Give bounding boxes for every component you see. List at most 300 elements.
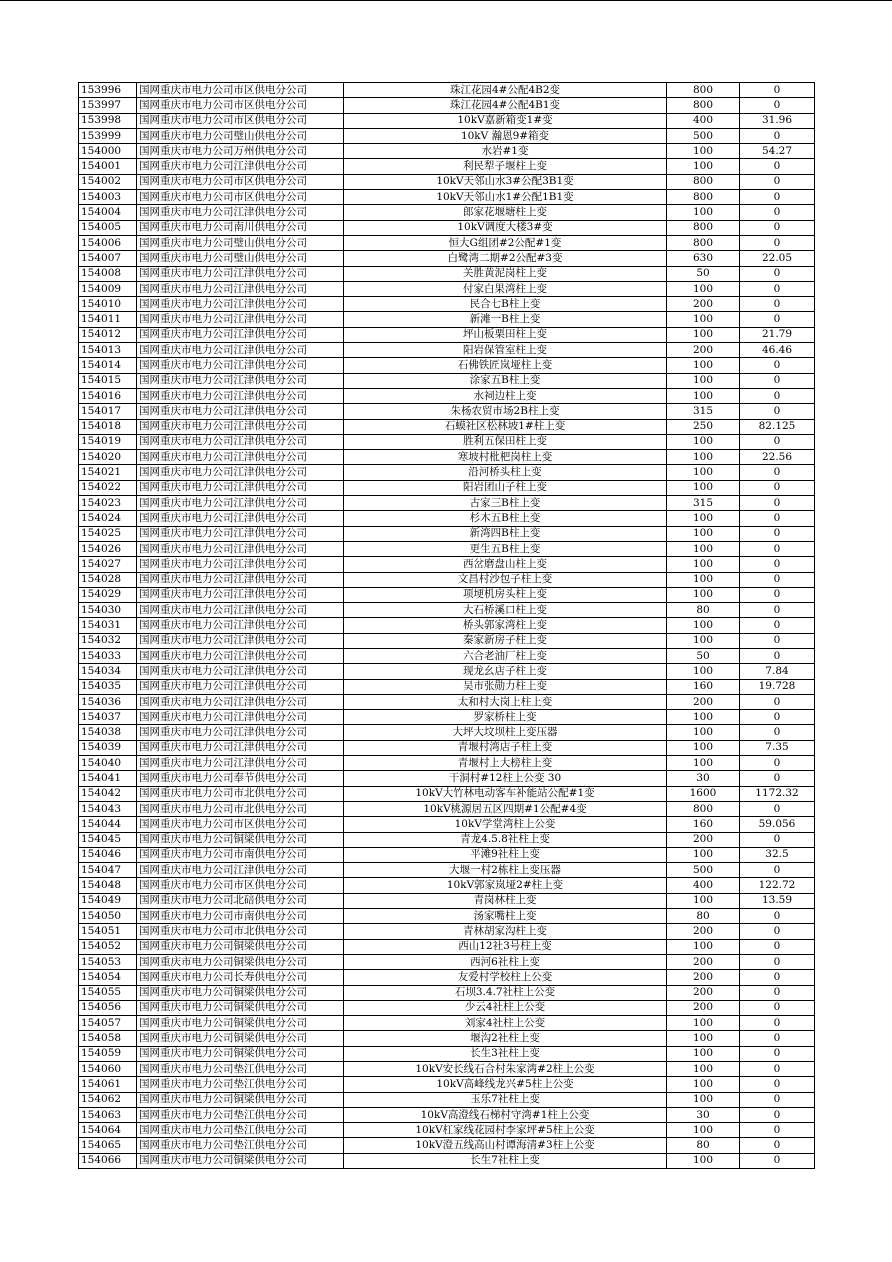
- company-cell: 国网重庆市电力公司江津供电分公司: [137, 358, 344, 373]
- load-cell: 7.84: [740, 664, 815, 679]
- capacity-cell: 200: [667, 297, 740, 312]
- load-cell: 0: [740, 863, 815, 878]
- transformer-name-cell: 青龙4.5.8社柱上变: [344, 832, 667, 847]
- capacity-cell: 100: [667, 1031, 740, 1046]
- load-cell: 0: [740, 924, 815, 939]
- table-row: [79, 1123, 815, 1138]
- load-cell: 0: [740, 297, 815, 312]
- company-cell: 国网重庆市电力公司垫江供电分公司: [137, 1077, 344, 1092]
- table-row: [79, 801, 815, 816]
- row-id-cell: 154039: [79, 740, 137, 755]
- capacity-cell: 500: [667, 863, 740, 878]
- row-id-cell: 154007: [79, 251, 137, 266]
- company-cell: 国网重庆市电力公司江津供电分公司: [137, 679, 344, 694]
- capacity-cell: 100: [667, 434, 740, 449]
- company-cell: 国网重庆市电力公司铜梁供电分公司: [137, 1046, 344, 1061]
- company-cell: 国网重庆市电力公司垫江供电分公司: [137, 1123, 344, 1138]
- capacity-cell: 100: [667, 1016, 740, 1031]
- row-id-cell: 154011: [79, 312, 137, 327]
- company-cell: 国网重庆市电力公司江津供电分公司: [137, 327, 344, 342]
- capacity-cell: 100: [667, 1062, 740, 1077]
- capacity-cell: 100: [667, 511, 740, 526]
- row-id-cell: 154018: [79, 419, 137, 434]
- transformer-name-cell: 民合七B柱上变: [344, 297, 667, 312]
- row-id-cell: 154037: [79, 710, 137, 725]
- load-cell: 0: [740, 648, 815, 663]
- capacity-cell: 100: [667, 939, 740, 954]
- row-id-cell: 154000: [79, 144, 137, 159]
- load-cell: 0: [740, 1016, 815, 1031]
- table-row: [79, 786, 815, 801]
- capacity-cell: 100: [667, 618, 740, 633]
- capacity-cell: 100: [667, 541, 740, 556]
- company-cell: 国网重庆市电力公司江津供电分公司: [137, 587, 344, 602]
- load-cell: 0: [740, 205, 815, 220]
- load-cell: 0: [740, 801, 815, 816]
- company-cell: 国网重庆市电力公司江津供电分公司: [137, 648, 344, 663]
- load-cell: 0: [740, 985, 815, 1000]
- table-row: [79, 878, 815, 893]
- load-cell: 0: [740, 771, 815, 786]
- table-row: [79, 1016, 815, 1031]
- row-id-cell: 154058: [79, 1031, 137, 1046]
- load-cell: 59.056: [740, 817, 815, 832]
- row-id-cell: 154052: [79, 939, 137, 954]
- capacity-cell: 100: [667, 205, 740, 220]
- transformer-name-cell: 青堰村湾店子柱上变: [344, 740, 667, 755]
- company-cell: 国网重庆市电力公司奉节供电分公司: [137, 771, 344, 786]
- row-id-cell: 154030: [79, 603, 137, 618]
- table-row: [79, 83, 815, 98]
- transformer-name-cell: 10kV 瀚恩9#箱变: [344, 128, 667, 143]
- capacity-cell: 800: [667, 190, 740, 205]
- table-row: [79, 725, 815, 740]
- load-cell: 0: [740, 909, 815, 924]
- transformer-name-cell: 更生五B柱上变: [344, 541, 667, 556]
- transformer-name-cell: 青堰村上大榜柱上变: [344, 756, 667, 771]
- company-cell: 国网重庆市电力公司市区供电分公司: [137, 878, 344, 893]
- page-top-rule: [0, 0, 892, 1]
- capacity-cell: 100: [667, 281, 740, 296]
- capacity-cell: 200: [667, 985, 740, 1000]
- load-cell: 0: [740, 496, 815, 511]
- row-id-cell: 154026: [79, 541, 137, 556]
- transformer-name-cell: 珠江花园4#公配4B1变: [344, 98, 667, 113]
- load-cell: 82.125: [740, 419, 815, 434]
- load-cell: 0: [740, 83, 815, 98]
- capacity-cell: 100: [667, 373, 740, 388]
- capacity-cell: 100: [667, 1153, 740, 1168]
- transformer-name-cell: 玉乐7社柱上变: [344, 1092, 667, 1107]
- company-cell: 国网重庆市电力公司铜梁供电分公司: [137, 1153, 344, 1168]
- table-row: [79, 343, 815, 358]
- row-id-cell: 154013: [79, 343, 137, 358]
- load-cell: 0: [740, 281, 815, 296]
- transformer-name-cell: 项埂机房头柱上变: [344, 587, 667, 602]
- capacity-cell: 100: [667, 358, 740, 373]
- company-cell: 国网重庆市电力公司垫江供电分公司: [137, 1138, 344, 1153]
- row-id-cell: 154033: [79, 648, 137, 663]
- transformer-name-cell: 大石桥溪口柱上变: [344, 603, 667, 618]
- load-cell: 0: [740, 618, 815, 633]
- transformer-name-cell: 水岩#1变: [344, 144, 667, 159]
- capacity-cell: 400: [667, 878, 740, 893]
- capacity-cell: 100: [667, 847, 740, 862]
- company-cell: 国网重庆市电力公司市区供电分公司: [137, 190, 344, 205]
- transformer-name-cell: 大坪大坟坝柱上变压器: [344, 725, 667, 740]
- row-id-cell: 154032: [79, 633, 137, 648]
- table-row: [79, 633, 815, 648]
- company-cell: 国网重庆市电力公司铜梁供电分公司: [137, 1016, 344, 1031]
- transformer-name-cell: 秦家新房子柱上变: [344, 633, 667, 648]
- load-cell: 0: [740, 190, 815, 205]
- transformer-name-cell: 吴市张勋力柱上变: [344, 679, 667, 694]
- transformer-name-cell: 西山12社3号柱上变: [344, 939, 667, 954]
- capacity-cell: 100: [667, 587, 740, 602]
- capacity-cell: 100: [667, 465, 740, 480]
- transformer-name-cell: 大堰一村2栋柱上变压器: [344, 863, 667, 878]
- company-cell: 国网重庆市电力公司垫江供电分公司: [137, 1107, 344, 1122]
- load-cell: 0: [740, 832, 815, 847]
- capacity-cell: 100: [667, 725, 740, 740]
- row-id-cell: 154014: [79, 358, 137, 373]
- transformer-name-cell: 青林胡家沟柱上变: [344, 924, 667, 939]
- company-cell: 国网重庆市电力公司江津供电分公司: [137, 618, 344, 633]
- row-id-cell: 154017: [79, 404, 137, 419]
- transformer-name-cell: 10kV郭家岚垭2#柱上变: [344, 878, 667, 893]
- row-id-cell: 154050: [79, 909, 137, 924]
- table-row: [79, 419, 815, 434]
- company-cell: 国网重庆市电力公司市北供电分公司: [137, 801, 344, 816]
- company-cell: 国网重庆市电力公司江津供电分公司: [137, 159, 344, 174]
- transformer-name-cell: 石佛铁匠岚垭柱上变: [344, 358, 667, 373]
- transformer-name-cell: 胜利五保田柱上变: [344, 434, 667, 449]
- company-cell: 国网重庆市电力公司江津供电分公司: [137, 373, 344, 388]
- table-row: [79, 970, 815, 985]
- company-cell: 国网重庆市电力公司江津供电分公司: [137, 557, 344, 572]
- company-cell: 国网重庆市电力公司江津供电分公司: [137, 450, 344, 465]
- transformer-name-cell: 水祠边柱上变: [344, 388, 667, 403]
- table-row: [79, 1046, 815, 1061]
- row-id-cell: 154053: [79, 954, 137, 969]
- table-row: [79, 465, 815, 480]
- transformer-name-cell: 郎家花堰塘柱上变: [344, 205, 667, 220]
- row-id-cell: 154054: [79, 970, 137, 985]
- transformer-name-cell: 平滩9社柱上变: [344, 847, 667, 862]
- table-row: [79, 771, 815, 786]
- row-id-cell: 154027: [79, 557, 137, 572]
- table-row: [79, 1153, 815, 1168]
- table-row: [79, 1092, 815, 1107]
- table-row: [79, 1077, 815, 1092]
- transformer-name-cell: 青岗林柱上变: [344, 893, 667, 908]
- load-cell: 0: [740, 603, 815, 618]
- load-cell: 7.35: [740, 740, 815, 755]
- company-cell: 国网重庆市电力公司江津供电分公司: [137, 633, 344, 648]
- table-row: [79, 847, 815, 862]
- transformer-name-cell: 阳岩团山子柱上变: [344, 480, 667, 495]
- company-cell: 国网重庆市电力公司铜梁供电分公司: [137, 1000, 344, 1015]
- row-id-cell: 154003: [79, 190, 137, 205]
- capacity-cell: 160: [667, 679, 740, 694]
- row-id-cell: 154029: [79, 587, 137, 602]
- company-cell: 国网重庆市电力公司铜梁供电分公司: [137, 1031, 344, 1046]
- row-id-cell: 153999: [79, 128, 137, 143]
- capacity-cell: 800: [667, 801, 740, 816]
- table-row: [79, 281, 815, 296]
- row-id-cell: 154034: [79, 664, 137, 679]
- table-row: [79, 98, 815, 113]
- company-cell: 国网重庆市电力公司江津供电分公司: [137, 603, 344, 618]
- row-id-cell: 153996: [79, 83, 137, 98]
- load-cell: 0: [740, 1153, 815, 1168]
- load-cell: 0: [740, 174, 815, 189]
- row-id-cell: 154057: [79, 1016, 137, 1031]
- row-id-cell: 154059: [79, 1046, 137, 1061]
- transformer-name-cell: 长生7社柱上变: [344, 1153, 667, 1168]
- capacity-cell: 800: [667, 98, 740, 113]
- load-cell: 0: [740, 756, 815, 771]
- transformer-name-cell: 石坝3.4.7社柱上公变: [344, 985, 667, 1000]
- row-id-cell: 154062: [79, 1092, 137, 1107]
- transformer-name-cell: 桥头郭家湾柱上变: [344, 618, 667, 633]
- row-id-cell: 154002: [79, 174, 137, 189]
- load-cell: 0: [740, 1031, 815, 1046]
- company-cell: 国网重庆市电力公司市区供电分公司: [137, 817, 344, 832]
- row-id-cell: 154066: [79, 1153, 137, 1168]
- table-row: [79, 511, 815, 526]
- transformer-name-cell: 10kV调度大楼3#变: [344, 220, 667, 235]
- load-cell: 0: [740, 358, 815, 373]
- transformer-name-cell: 白鹭湾二期#2公配#3变: [344, 251, 667, 266]
- capacity-cell: 100: [667, 312, 740, 327]
- company-cell: 国网重庆市电力公司铜梁供电分公司: [137, 985, 344, 1000]
- table-row: [79, 863, 815, 878]
- company-cell: 国网重庆市电力公司江津供电分公司: [137, 496, 344, 511]
- transformer-name-cell: 少云4社柱上公变: [344, 1000, 667, 1015]
- capacity-cell: 200: [667, 954, 740, 969]
- row-id-cell: 153997: [79, 98, 137, 113]
- company-cell: 国网重庆市电力公司璧山供电分公司: [137, 251, 344, 266]
- capacity-cell: 100: [667, 710, 740, 725]
- transformer-name-cell: 10kV天邻山水3#公配3B1变: [344, 174, 667, 189]
- transformer-name-cell: 坪山板栗田柱上变: [344, 327, 667, 342]
- table-row: [79, 954, 815, 969]
- company-cell: 国网重庆市电力公司江津供电分公司: [137, 312, 344, 327]
- company-cell: 国网重庆市电力公司江津供电分公司: [137, 434, 344, 449]
- row-id-cell: 154035: [79, 679, 137, 694]
- table-row: [79, 358, 815, 373]
- load-cell: 0: [740, 939, 815, 954]
- load-cell: 0: [740, 725, 815, 740]
- transformer-name-cell: 珠江花园4#公配4B2变: [344, 83, 667, 98]
- capacity-cell: 315: [667, 404, 740, 419]
- company-cell: 国网重庆市电力公司市区供电分公司: [137, 113, 344, 128]
- capacity-cell: 800: [667, 83, 740, 98]
- load-cell: 0: [740, 1123, 815, 1138]
- row-id-cell: 154043: [79, 801, 137, 816]
- transformer-name-cell: 沿河桥头柱上变: [344, 465, 667, 480]
- table-row: [79, 388, 815, 403]
- transformer-name-cell: 10kV天邻山水1#公配1B1变: [344, 190, 667, 205]
- row-id-cell: 154008: [79, 266, 137, 281]
- load-cell: 0: [740, 266, 815, 281]
- table-row: [79, 434, 815, 449]
- row-id-cell: 154031: [79, 618, 137, 633]
- company-cell: 国网重庆市电力公司江津供电分公司: [137, 526, 344, 541]
- load-cell: 13.59: [740, 893, 815, 908]
- company-cell: 国网重庆市电力公司江津供电分公司: [137, 694, 344, 709]
- load-cell: 0: [740, 1092, 815, 1107]
- load-cell: 21.79: [740, 327, 815, 342]
- load-cell: 0: [740, 970, 815, 985]
- transformer-name-cell: 10kV学堂湾柱上公变: [344, 817, 667, 832]
- row-id-cell: 154056: [79, 1000, 137, 1015]
- table-row: [79, 985, 815, 1000]
- load-cell: 46.46: [740, 343, 815, 358]
- load-cell: 0: [740, 541, 815, 556]
- row-id-cell: 154047: [79, 863, 137, 878]
- load-cell: 0: [740, 480, 815, 495]
- company-cell: 国网重庆市电力公司江津供电分公司: [137, 725, 344, 740]
- company-cell: 国网重庆市电力公司江津供电分公司: [137, 863, 344, 878]
- company-cell: 国网重庆市电力公司市南供电分公司: [137, 909, 344, 924]
- table-row: [79, 740, 815, 755]
- capacity-cell: 315: [667, 496, 740, 511]
- row-id-cell: 154064: [79, 1123, 137, 1138]
- row-id-cell: 154025: [79, 526, 137, 541]
- company-cell: 国网重庆市电力公司江津供电分公司: [137, 465, 344, 480]
- capacity-cell: 100: [667, 1077, 740, 1092]
- transformer-name-cell: 涂家五B柱上变: [344, 373, 667, 388]
- company-cell: 国网重庆市电力公司铜梁供电分公司: [137, 954, 344, 969]
- company-cell: 国网重庆市电力公司南川供电分公司: [137, 220, 344, 235]
- row-id-cell: 154036: [79, 694, 137, 709]
- table-row: [79, 1062, 815, 1077]
- table-row: [79, 603, 815, 618]
- table-row: [79, 1107, 815, 1122]
- transformer-name-cell: 利民犁子堰柱上变: [344, 159, 667, 174]
- company-cell: 国网重庆市电力公司垫江供电分公司: [137, 1062, 344, 1077]
- capacity-cell: 200: [667, 694, 740, 709]
- row-id-cell: 154016: [79, 388, 137, 403]
- load-cell: 22.56: [740, 450, 815, 465]
- table-row: [79, 327, 815, 342]
- load-cell: 0: [740, 1000, 815, 1015]
- company-cell: 国网重庆市电力公司铜梁供电分公司: [137, 832, 344, 847]
- row-id-cell: 154063: [79, 1107, 137, 1122]
- row-id-cell: 154061: [79, 1077, 137, 1092]
- table-row: [79, 128, 815, 143]
- capacity-cell: 50: [667, 648, 740, 663]
- capacity-cell: 100: [667, 633, 740, 648]
- load-cell: 19.728: [740, 679, 815, 694]
- company-cell: 国网重庆市电力公司市区供电分公司: [137, 83, 344, 98]
- company-cell: 国网重庆市电力公司璧山供电分公司: [137, 235, 344, 250]
- table-row: [79, 450, 815, 465]
- table-row: [79, 205, 815, 220]
- transformer-name-cell: 现龙幺店子柱上变: [344, 664, 667, 679]
- capacity-cell: 100: [667, 480, 740, 495]
- transformer-name-cell: 文昌村沙包子柱上变: [344, 572, 667, 587]
- row-id-cell: 154012: [79, 327, 137, 342]
- row-id-cell: 154060: [79, 1062, 137, 1077]
- capacity-cell: 400: [667, 113, 740, 128]
- company-cell: 国网重庆市电力公司市区供电分公司: [137, 174, 344, 189]
- capacity-cell: 200: [667, 343, 740, 358]
- load-cell: 0: [740, 312, 815, 327]
- table-row: [79, 909, 815, 924]
- company-cell: 国网重庆市电力公司铜梁供电分公司: [137, 1092, 344, 1107]
- transformer-name-cell: 10kV嘉新箱变1#变: [344, 113, 667, 128]
- capacity-cell: 200: [667, 970, 740, 985]
- transformer-name-cell: 太和村大岗上柱上变: [344, 694, 667, 709]
- table-row: [79, 1000, 815, 1015]
- load-cell: 0: [740, 511, 815, 526]
- row-id-cell: 154022: [79, 480, 137, 495]
- table-row: [79, 144, 815, 159]
- load-cell: 0: [740, 633, 815, 648]
- table-row: [79, 541, 815, 556]
- load-cell: 0: [740, 572, 815, 587]
- transformer-name-cell: 友爱村学校柱上公变: [344, 970, 667, 985]
- capacity-cell: 30: [667, 1107, 740, 1122]
- capacity-cell: 100: [667, 144, 740, 159]
- load-cell: 0: [740, 1107, 815, 1122]
- transformer-name-cell: 堰沟2社柱上变: [344, 1031, 667, 1046]
- capacity-cell: 100: [667, 1123, 740, 1138]
- company-cell: 国网重庆市电力公司市北供电分公司: [137, 924, 344, 939]
- table-row: [79, 404, 815, 419]
- company-cell: 国网重庆市电力公司江津供电分公司: [137, 388, 344, 403]
- transformer-name-cell: 朱杨农贸市场2B柱上变: [344, 404, 667, 419]
- transformer-table: [78, 82, 815, 1169]
- company-cell: 国网重庆市电力公司市区供电分公司: [137, 98, 344, 113]
- load-cell: 0: [740, 128, 815, 143]
- transformer-name-cell: 西河6社柱上变: [344, 954, 667, 969]
- table-row: [79, 679, 815, 694]
- row-id-cell: 154041: [79, 771, 137, 786]
- company-cell: 国网重庆市电力公司江津供电分公司: [137, 281, 344, 296]
- row-id-cell: 154004: [79, 205, 137, 220]
- company-cell: 国网重庆市电力公司市北供电分公司: [137, 786, 344, 801]
- capacity-cell: 100: [667, 572, 740, 587]
- capacity-cell: 100: [667, 740, 740, 755]
- capacity-cell: 100: [667, 756, 740, 771]
- load-cell: 0: [740, 404, 815, 419]
- capacity-cell: 80: [667, 1138, 740, 1153]
- company-cell: 国网重庆市电力公司江津供电分公司: [137, 541, 344, 556]
- capacity-cell: 800: [667, 220, 740, 235]
- load-cell: 0: [740, 373, 815, 388]
- load-cell: 31.96: [740, 113, 815, 128]
- table-body: [79, 83, 815, 1169]
- table-row: [79, 694, 815, 709]
- row-id-cell: 154038: [79, 725, 137, 740]
- row-id-cell: 154023: [79, 496, 137, 511]
- table-row: [79, 924, 815, 939]
- company-cell: 国网重庆市电力公司江津供电分公司: [137, 572, 344, 587]
- load-cell: 0: [740, 694, 815, 709]
- capacity-cell: 100: [667, 1092, 740, 1107]
- capacity-cell: 100: [667, 450, 740, 465]
- row-id-cell: 154055: [79, 985, 137, 1000]
- load-cell: 0: [740, 159, 815, 174]
- transformer-name-cell: 罗家桥柱上变: [344, 710, 667, 725]
- table-row: [79, 756, 815, 771]
- load-cell: 54.27: [740, 144, 815, 159]
- company-cell: 国网重庆市电力公司江津供电分公司: [137, 297, 344, 312]
